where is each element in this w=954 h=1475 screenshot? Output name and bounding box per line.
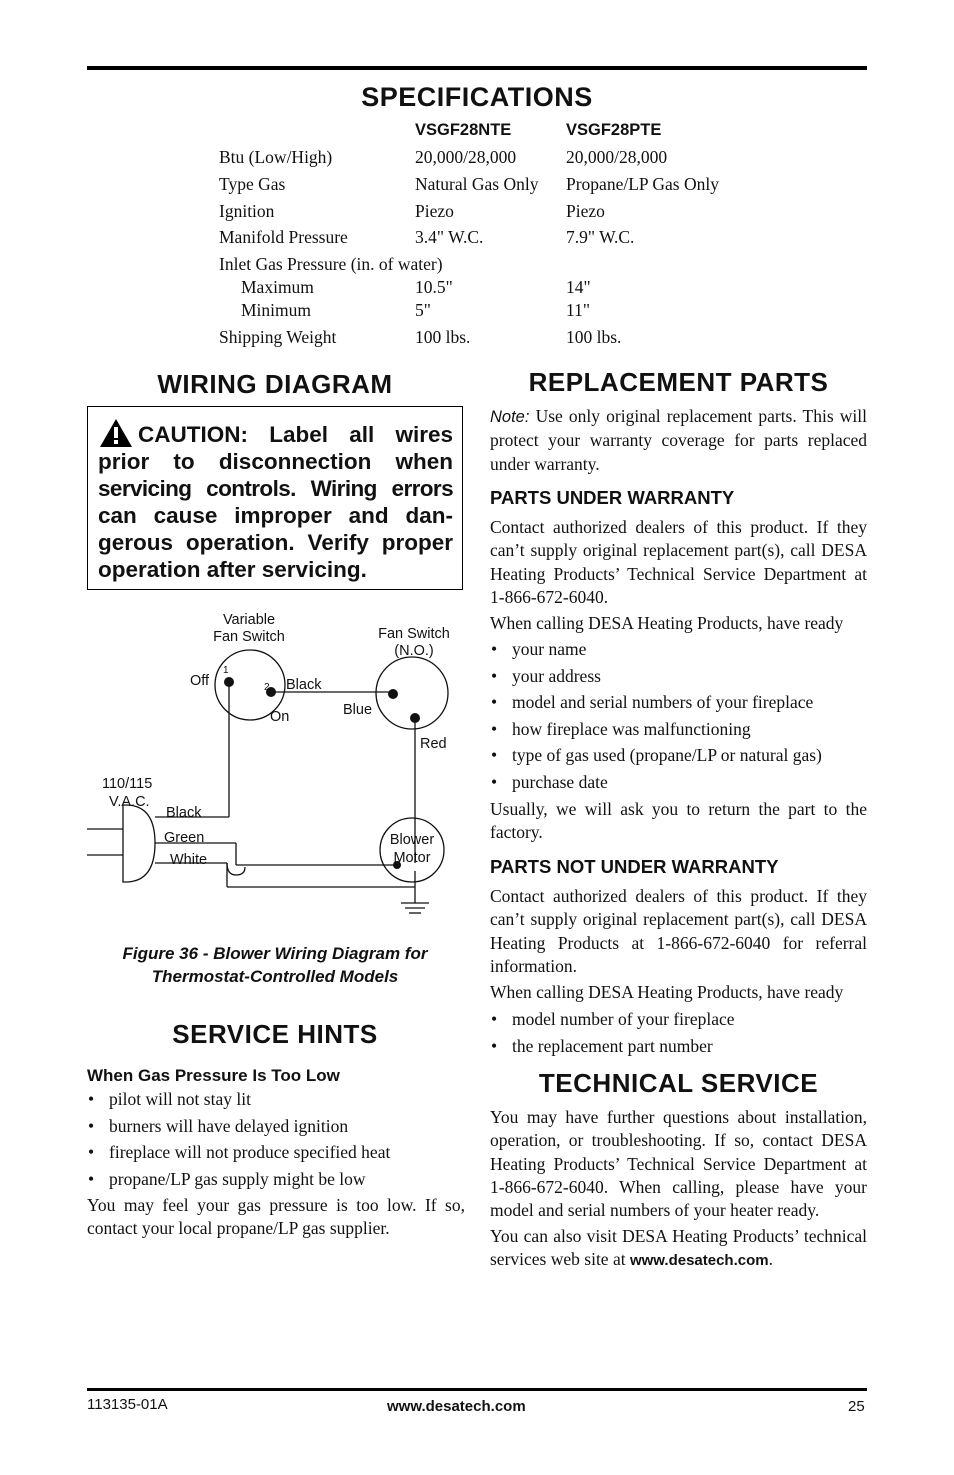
footer-rule — [87, 1388, 867, 1391]
note-text: Use only original replacement parts. This will protect your warranty coverage for parts replaced under warranty. — [490, 406, 868, 474]
spec-column-head-pte: VSGF28PTE — [566, 121, 662, 139]
caution-line: servicing controls. Wiring errors — [98, 476, 453, 501]
label-no: (N.O.) — [394, 643, 434, 659]
spec-label: Type Gas — [219, 174, 286, 194]
desatech-link[interactable]: www.desatech.com — [629, 1252, 769, 1270]
parts-under-warranty-ready: When calling DESA Heating Products, have ready — [490, 613, 844, 633]
list-item: • type of gas used (propane/LP or natural gas) — [490, 742, 867, 769]
spec-value-nte: 20,000/28,000 — [415, 147, 517, 167]
spec-value-nte: 5" — [415, 300, 431, 320]
caution-box — [87, 406, 463, 590]
wiring-diagram-title: WIRING DIAGRAM — [157, 369, 393, 399]
spec-label: Btu (Low/High) — [219, 147, 333, 167]
list-item: • your address — [490, 663, 867, 690]
figure-caption-line: Figure 36 - Blower Wiring Diagram for — [122, 944, 428, 963]
spec-value-pte: 100 lbs. — [566, 327, 622, 347]
list-item: • purchase date — [490, 769, 867, 796]
blower-wiring-diagram — [87, 605, 467, 925]
replacement-parts-title: REPLACEMENT PARTS — [528, 367, 829, 397]
spec-value-pte: 14" — [566, 277, 591, 297]
technical-service-title: TECHNICAL SERVICE — [538, 1068, 819, 1098]
label-on: On — [270, 709, 290, 725]
caution-line: CAUTION: Label all wires — [138, 422, 453, 447]
parts-under-warranty-closing: Usually, we will ask you to return the part to the factory. — [490, 799, 867, 843]
label-red: Red — [420, 736, 447, 752]
technical-service-web — [490, 1225, 867, 1273]
replacement-note — [490, 405, 867, 476]
list-item: • pilot will not stay lit — [87, 1086, 465, 1113]
spec-value-nte: 10.5" — [415, 277, 453, 297]
top-rule — [87, 66, 867, 70]
caution-text — [98, 421, 453, 583]
list-item: • model number of your fireplace — [490, 1006, 867, 1033]
spec-value-pte: 11" — [566, 300, 590, 320]
service-hints-subhead: When Gas Pressure Is Too Low — [87, 1066, 340, 1085]
caution-line: gerous operation. Verify proper — [98, 530, 453, 555]
spec-label: Shipping Weight — [219, 327, 337, 347]
label-vac-1: 110/115 — [102, 776, 153, 792]
spec-value-pte: 7.9" W.C. — [566, 227, 635, 247]
label-white: White — [170, 852, 208, 868]
service-hints-list — [87, 1086, 465, 1192]
list-item: • how fireplace was malfunctioning — [490, 716, 867, 743]
spec-label: Minimum — [241, 300, 312, 320]
list-item: • fireplace will not produce specified heat — [87, 1139, 465, 1166]
note-label: Note: — [490, 408, 530, 426]
label-fan-switch: Fan Switch — [213, 629, 285, 645]
spec-value-nte: Natural Gas Only — [415, 174, 539, 194]
list-item: • your name — [490, 636, 867, 663]
label-terminal-2: 2 — [264, 682, 270, 693]
parts-under-warranty-text: Contact authorized dealers of this product. If they can’t supply original replacement part(s), call DESA Heating Products’ Technical Service Department at 1-866-672-6040. — [490, 517, 867, 607]
spec-value-pte: 20,000/28,000 — [566, 147, 668, 167]
spec-value-pte: Propane/LP Gas Only — [566, 174, 719, 194]
footer-website[interactable]: www.desatech.com — [387, 1398, 526, 1415]
parts-not-under-warranty-list — [490, 1006, 867, 1059]
caution-line: prior to disconnection when — [98, 449, 453, 474]
parts-under-warranty-title: PARTS UNDER WARRANTY — [490, 487, 735, 508]
spec-value-nte: 100 lbs. — [415, 327, 471, 347]
spec-value-nte: 3.4" W.C. — [415, 227, 484, 247]
label-black-plug: Black — [166, 805, 202, 821]
list-item: • propane/LP gas supply might be low — [87, 1166, 465, 1193]
caution-line: can cause improper and dan- — [98, 503, 453, 528]
list-item: • burners will have delayed ignition — [87, 1113, 465, 1140]
footer-page-number: 25 — [848, 1398, 865, 1415]
specifications-title: SPECIFICATIONS — [361, 82, 593, 112]
parts-not-under-warranty-ready: When calling DESA Heating Products, have ready — [490, 982, 844, 1002]
caution-line: operation after servicing. — [98, 557, 367, 582]
label-off: Off — [190, 673, 210, 689]
label-blower: Blower — [389, 832, 435, 848]
label-vac-2: V.A.C. — [109, 794, 150, 810]
service-hints-title: SERVICE HINTS — [172, 1019, 378, 1049]
technical-web-suffix: . — [768, 1249, 773, 1270]
technical-web-prefix: You can also visit DESA Heating Products’ technical services web site at — [490, 1226, 867, 1270]
label-variable: Variable — [222, 612, 276, 628]
list-item: • the replacement part number — [490, 1033, 867, 1060]
parts-not-under-warranty-text: Contact authorized dealers of this product. If they can’t supply original replacement part(s), call DESA Heating Products at 1-866-672-6040 for referral information. — [490, 886, 867, 976]
label-blue: Blue — [343, 702, 373, 718]
parts-under-warranty-list — [490, 636, 867, 795]
spec-label: Inlet Gas Pressure (in. of water) — [219, 254, 443, 274]
label-motor: Motor — [393, 850, 431, 866]
spec-value-pte: Piezo — [566, 201, 605, 221]
parts-not-under-warranty-title: PARTS NOT UNDER WARRANTY — [490, 856, 779, 877]
label-green: Green — [164, 830, 205, 846]
service-hints-closing: You may feel your gas pressure is too low. If so, contact your local propane/LP gas supplier. — [87, 1195, 465, 1239]
technical-service-text: You may have further questions about installation, operation, or troubleshooting. If so, contact DESA Heating Products’ Technical Service Department at 1-866-672-6040. When calling, please have your model and serial numbers of your heater ready. — [490, 1107, 867, 1221]
figure-caption — [87, 942, 463, 988]
figure-caption-line: Thermostat-Controlled Models — [151, 967, 399, 986]
label-terminal-1: 1 — [223, 665, 229, 676]
spec-label: Maximum — [241, 277, 314, 297]
spec-column-head-nte: VSGF28NTE — [415, 121, 512, 139]
footer-doc-number: 113135-01A — [87, 1396, 168, 1413]
spec-label: Manifold Pressure — [219, 227, 348, 247]
label-black-top: Black — [286, 677, 322, 693]
spec-value-nte: Piezo — [415, 201, 454, 221]
spec-label: Ignition — [219, 201, 275, 221]
list-item: • model and serial numbers of your fireplace — [490, 689, 867, 716]
label-fan-switch-no: Fan Switch — [378, 626, 450, 642]
